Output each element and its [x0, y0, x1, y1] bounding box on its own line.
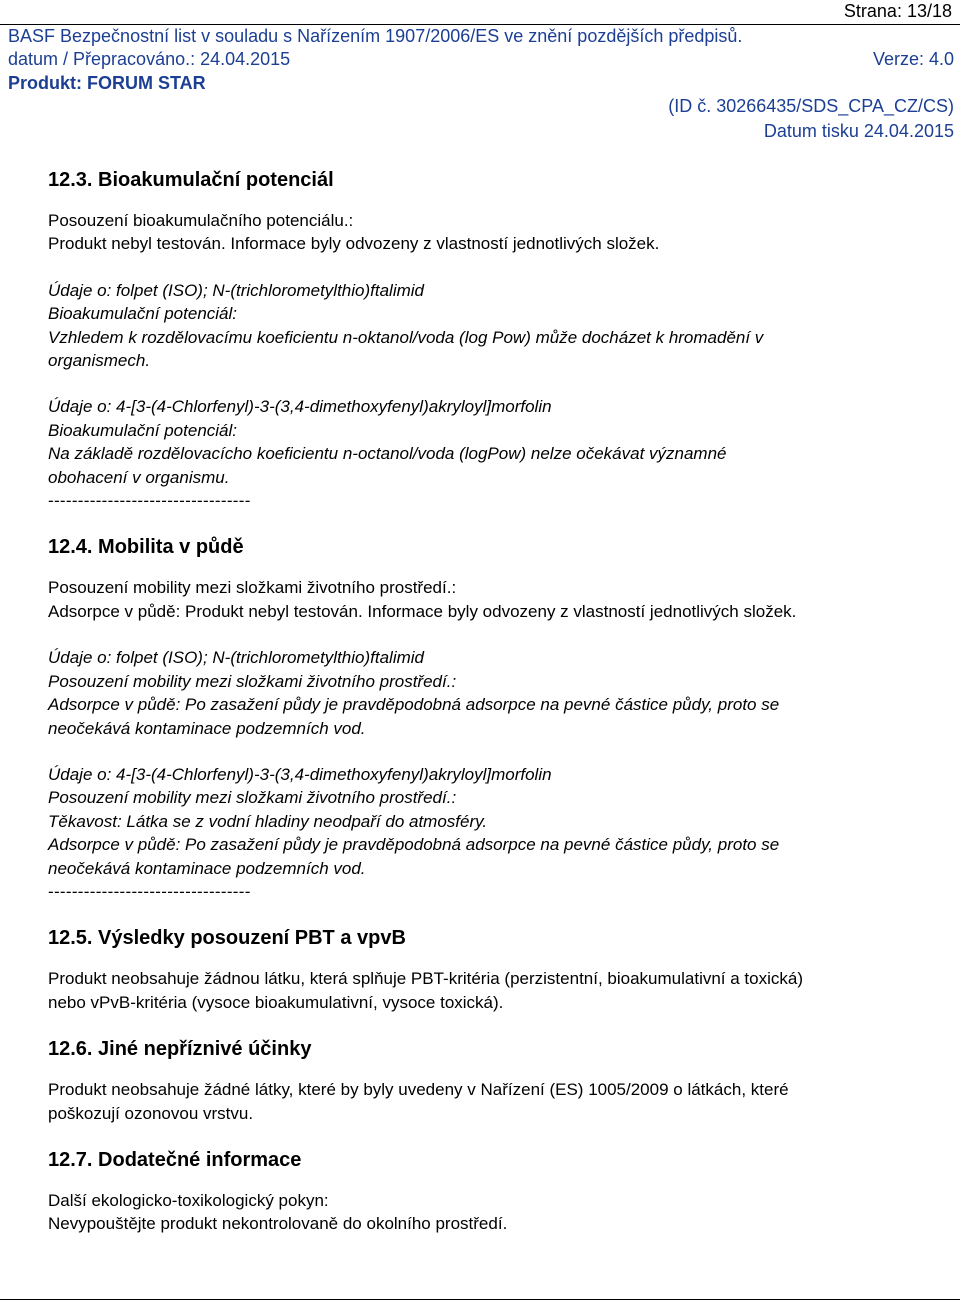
section-heading-12-5: 12.5. Výsledky posouzení PBT a vpvB — [48, 927, 406, 950]
property-text: neočekává kontaminace podzemních vod. — [48, 718, 366, 738]
section-text: Produkt neobsahuje žádné látky, které by byly uvedeny v Nařízení (ES) 1005/2009 o látkách, které — [48, 1080, 789, 1100]
property-text: Vzhledem k rozdělovacímu koeficientu n-oktanol/voda (log Pow) může docházet k hromadění v — [48, 327, 764, 347]
property-label: Posouzení mobility mezi složkami životního prostředí.: — [48, 788, 457, 808]
assessment-text: Produkt nebyl testován. Informace byly odvozeny z vlastností jednotlivých složek. — [48, 234, 660, 254]
product-name: Produkt: FORUM STAR — [8, 73, 206, 93]
print-date: Datum tisku 24.04.2015 — [763, 121, 954, 141]
assessment-text: Adsorpce v půdě: Produkt nebyl testován. Informace byly odvozeny z vlastností jednotlivých složek. — [48, 601, 797, 621]
section-text: nebo vPvB-kritéria (vysoce bioakumulativní, vysoce toxická). — [48, 992, 504, 1012]
substance-label: Údaje o: 4-[3-(4-Chlorfenyl)-3-(3,4-dimethoxyfenyl)akryloyl]morfolin — [48, 764, 552, 784]
revision-date: datum / Přepracováno.: 24.04.2015 — [8, 49, 291, 69]
section-text: Nevypouštějte produkt nekontrolovaně do okolního prostředí. — [48, 1214, 508, 1234]
property-label: Bioakumulační potenciál: — [48, 304, 238, 324]
property-text: Na základě rozdělovacícho koeficientu n-octanol/voda (logPow) nelze očekávat významné — [48, 444, 727, 464]
section-heading-12-4: 12.4. Mobilita v půdě — [48, 536, 244, 559]
section-text: Produkt neobsahuje žádnou látku, která splňuje PBT-kritéria (perzistentní, bioakumulativní a toxická) — [48, 969, 804, 989]
property-text: obohacení v organismu. — [48, 467, 230, 487]
section-heading-12-7: 12.7. Dodatečné informace — [48, 1148, 302, 1171]
version: Verze: 4.0 — [872, 49, 954, 69]
substance-label: Údaje o: 4-[3-(4-Chlorfenyl)-3-(3,4-dimethoxyfenyl)akryloyl]morfolin — [48, 397, 552, 417]
document-id: (ID č. 30266435/SDS_CPA_CZ/CS) — [668, 96, 954, 116]
separator: ---------------------------------- — [48, 881, 251, 901]
assessment-label: Posouzení mobility mezi složkami životního prostředí.: — [48, 578, 457, 598]
footer-rule — [0, 1299, 960, 1300]
substance-label: Údaje o: folpet (ISO); N-(trichlorometylthio)ftalimid — [48, 648, 425, 668]
property-text: organismech. — [48, 351, 151, 371]
substance-label: Údaje o: folpet (ISO); N-(trichlorometylthio)ftalimid — [48, 280, 425, 300]
property-label: Posouzení mobility mezi složkami životního prostředí.: — [48, 671, 457, 691]
section-text: poškozují ozonovou vrstvu. — [48, 1103, 254, 1123]
property-text: Těkavost: Látka se z vodní hladiny neodpaří do atmosféry. — [48, 811, 488, 831]
separator: ---------------------------------- — [48, 491, 251, 511]
property-text: neočekává kontaminace podzemních vod. — [48, 858, 366, 878]
property-text: Adsorpce v půdě: Po zasažení půdy je pravděpodobná adsorpce na pevné částice půdy, proto se — [48, 835, 780, 855]
document-title: BASF Bezpečnostní list v souladu s Nařízením 1907/2006/ES ve znění pozdějších předpisů. — [8, 26, 743, 46]
page-number: Strana: 13/18 — [843, 1, 952, 21]
section-label: Další ekologicko-toxikologický pokyn: — [48, 1190, 329, 1210]
property-text: Adsorpce v půdě: Po zasažení půdy je pravděpodobná adsorpce na pevné částice půdy, proto se — [48, 695, 780, 715]
section-heading-12-6: 12.6. Jiné nepříznivé účinky — [48, 1038, 312, 1061]
section-heading-12-3: 12.3. Bioakumulační potenciál — [48, 169, 334, 191]
assessment-label: Posouzení bioakumulačního potenciálu.: — [48, 211, 354, 230]
property-label: Bioakumulační potenciál: — [48, 420, 238, 440]
document-body — [48, 168, 948, 1236]
